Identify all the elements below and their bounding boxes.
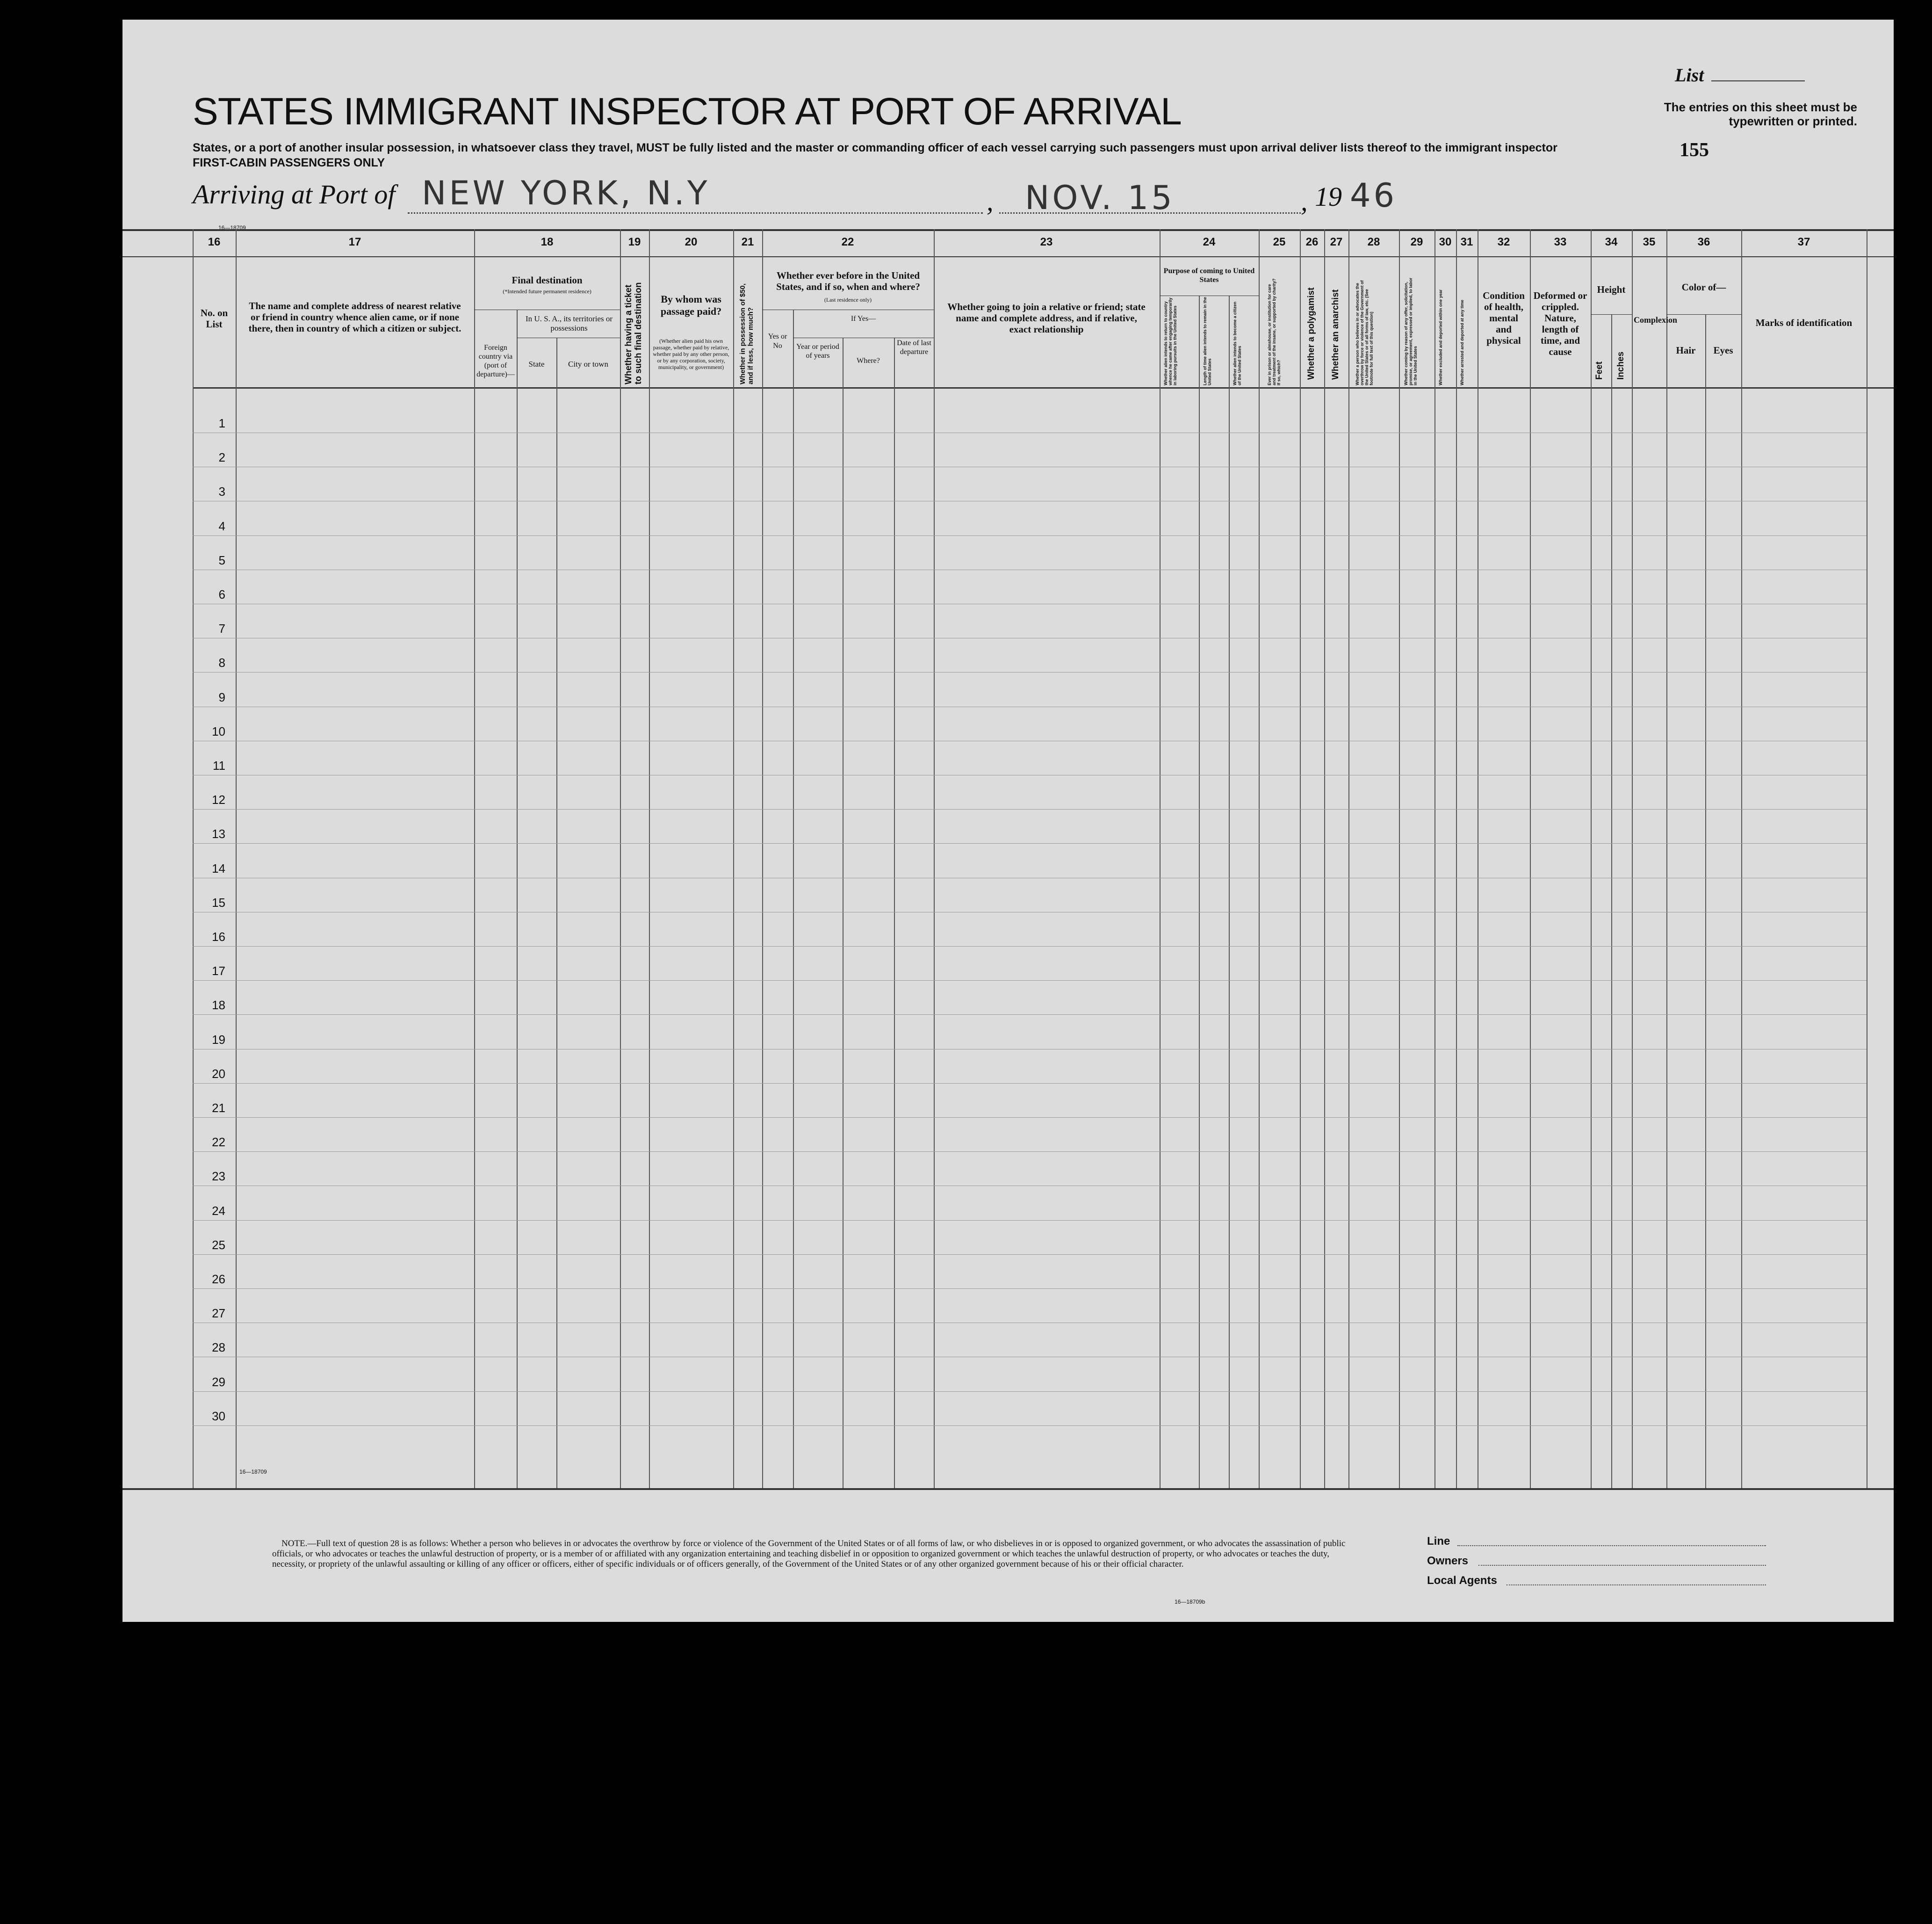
form-code: 16—18709 (218, 224, 246, 231)
header-going-to-join: Whether going to join a relative or friend; state name and complete address, and if relative, exact relationship (947, 301, 1146, 335)
row-number: 18 (212, 998, 225, 1013)
table-row[interactable] (193, 1288, 1867, 1289)
column-number: 25 (1273, 236, 1286, 248)
header-passage-paid-note: (Whether alien paid his own passage, whether paid by relative, whether paid by any other person, or by any corporation, society, municipality, or government) (653, 338, 729, 370)
column-divider (1530, 229, 1531, 1488)
column-divider (1300, 229, 1301, 1488)
column-number: 28 (1367, 236, 1380, 248)
header-height: Height (1597, 284, 1626, 295)
header-year-or-period: Year or period of years (796, 343, 839, 360)
row-number: 6 (218, 587, 225, 601)
header-ever-before: Whether ever before in the United States, and if so, when and where? (776, 270, 920, 292)
header-yes-or-no: Yes or No (768, 333, 787, 350)
header-passage-paid: By whom was passage paid? (660, 293, 722, 317)
row-number: 29 (212, 1374, 225, 1389)
table-row[interactable] (193, 1220, 1867, 1221)
table-row[interactable] (193, 672, 1867, 673)
column-number: 24 (1203, 236, 1216, 248)
column-divider (762, 229, 763, 1488)
column-divider (733, 229, 734, 1488)
local-agents-label: Local Agents (1427, 1574, 1497, 1587)
table-row[interactable] (193, 980, 1867, 981)
column-number: 16 (208, 236, 221, 248)
column-number: 17 (348, 236, 361, 248)
row-number: 25 (212, 1237, 225, 1252)
row-number: 16 (212, 930, 225, 944)
header-city-or-town: City or town (568, 360, 608, 369)
header-q31: Whether arrested and deported at any time (1460, 299, 1464, 385)
header-anarchist: Whether an anarchist (1331, 289, 1341, 380)
header-where: Where? (857, 357, 880, 365)
column-divider (620, 229, 621, 1488)
port-field-line (408, 212, 983, 214)
header-eyes: Eyes (1713, 345, 1733, 356)
table-top-rule (123, 229, 1894, 231)
row-number: 20 (212, 1066, 225, 1081)
passenger-class-text: FIRST-CABIN PASSENGERS ONLY (193, 156, 385, 169)
column-divider (517, 310, 518, 1488)
year-prefix: 19 (1315, 181, 1342, 212)
table-row[interactable] (193, 843, 1867, 844)
header-final-destination: Final destination (512, 275, 583, 286)
row-number: 17 (212, 964, 225, 978)
column-divider (1348, 229, 1349, 1488)
row-number: 13 (212, 827, 225, 841)
column-divider (793, 310, 794, 1488)
column-divider (556, 338, 557, 1488)
port-value[interactable]: NEW YORK, N.Y (422, 174, 710, 212)
header-possession-50: Whether in possession of $50, and if less, how much? (739, 283, 755, 384)
header-in-usa: In U. S. A., its territories or possessions (525, 314, 613, 333)
comma: , (987, 186, 994, 217)
column-divider (1666, 229, 1667, 1488)
header-state: State (528, 360, 545, 369)
table-row[interactable] (193, 946, 1867, 947)
column-divider (193, 229, 194, 1488)
date-value[interactable]: NOV. 15 (1025, 179, 1175, 217)
row-number: 11 (213, 759, 225, 773)
column-number: 27 (1330, 236, 1343, 248)
column-divider (1229, 296, 1230, 1488)
table-row[interactable] (193, 1425, 1867, 1426)
header-purpose-length-of-stay: Length of time alien intends to remain in the United States (1203, 297, 1212, 385)
column-divider (1632, 229, 1633, 1488)
column-divider (934, 229, 935, 1488)
column-number: 20 (685, 236, 698, 248)
column-number: 37 (1797, 236, 1810, 248)
header-purpose: Purpose of coming to United States (1163, 267, 1255, 284)
header-health: Condition of health, mental and physical (1483, 290, 1525, 346)
table-row[interactable] (193, 1117, 1867, 1118)
row-number: 5 (218, 553, 225, 567)
local-agents-field[interactable] (1507, 1584, 1766, 1585)
row-number: 4 (218, 519, 225, 533)
column-number: 29 (1410, 236, 1423, 248)
header-color-of: Color of— (1681, 282, 1726, 293)
header-q28: Whether a person who believes in or advocates the overthrow by force or violence of the Government of the United States or of all forms of law, etc. (See footnote for full text of this question) (1355, 280, 1374, 385)
owners-label: Owners (1427, 1555, 1469, 1567)
header-last-residence: (Last residence only) (824, 297, 872, 303)
header-q29: Whether coming by reason of any offer, solicitation, promise, or agreement, expressed or implied, to labor in the United States (1404, 277, 1418, 385)
table-row[interactable] (193, 1391, 1867, 1392)
column-number: 33 (1554, 236, 1567, 248)
column-divider (894, 338, 895, 1488)
header-sub-rule (1591, 314, 1632, 315)
header-marks: Marks of identification (1755, 317, 1853, 328)
column-number: 36 (1697, 236, 1710, 248)
header-final-destination-note: (*Intended future permanent residence) (503, 288, 591, 295)
column-number: 22 (841, 236, 854, 248)
column-divider (1199, 296, 1200, 1488)
header-date-last-departure: Date of last departure (897, 339, 931, 356)
row-number: 9 (218, 690, 225, 704)
table-row[interactable] (193, 1014, 1867, 1015)
column-divider (1591, 229, 1592, 1488)
column-number: 35 (1643, 236, 1656, 248)
column-divider (236, 229, 237, 1488)
year-value[interactable]: 46 (1350, 176, 1398, 215)
form-code-footer: 16—18709 (239, 1468, 267, 1475)
line-field[interactable] (1457, 1545, 1766, 1546)
column-divider (1324, 229, 1325, 1488)
column-number: 19 (628, 236, 641, 248)
row-number: 27 (212, 1306, 225, 1321)
page-title: STATES IMMIGRANT INSPECTOR AT PORT OF ARRIVAL (193, 90, 1182, 133)
column-number-rule (123, 256, 1894, 257)
column-divider (1456, 229, 1457, 1488)
sheet-number: 155 (1680, 139, 1709, 161)
header-q30: Whether excluded and deported within one year (1438, 289, 1443, 385)
row-number: 1 (218, 416, 225, 430)
column-divider (1705, 314, 1706, 1488)
row-number: 21 (212, 1101, 225, 1115)
instructions-text: States, or a port of another insular possession, in whatsoever class they travel, MUST be fully listed and the master or commanding officer of each vessel carrying such passengers must upon arrival deliver lists thereof to the immigrant inspector (193, 141, 1557, 154)
list-number-field[interactable] (1711, 80, 1805, 81)
column-divider (1259, 229, 1260, 1488)
row-number: 19 (212, 1032, 225, 1047)
header-no-on-list: No. on List (200, 307, 228, 330)
column-number: 26 (1305, 236, 1319, 248)
column-divider (1160, 229, 1161, 1488)
column-divider (649, 229, 650, 1488)
header-purpose-intent-return: Whether alien intends to return to country whence he came after engaging temporarily in laboring pursuits in the United States (1163, 297, 1177, 385)
row-number: 30 (212, 1409, 225, 1423)
header-if-yes: If Yes— (851, 315, 876, 323)
row-number: 8 (218, 656, 225, 670)
list-label: List (1675, 65, 1704, 86)
arriving-label: Arriving at Port of (193, 179, 396, 210)
header-purpose-citizen: Whether alien intends to become a citizen of the United States (1233, 301, 1242, 385)
header-prison: Ever in prison or almshouse, or institution for care and treatment of the insane, or supported by charity? If so, which? (1267, 278, 1281, 385)
table-row[interactable] (193, 535, 1867, 536)
header-sub-rule (1666, 314, 1741, 315)
line-label: Line (1427, 1535, 1450, 1548)
header-ticket: Whether having a ticket to such final destination (624, 282, 643, 384)
column-divider (474, 229, 475, 1488)
note-form-code: 16—18709b (1175, 1599, 1205, 1605)
column-number: 21 (741, 236, 754, 248)
column-divider (1741, 229, 1742, 1488)
manifest-sheet (123, 20, 1894, 1622)
row-number: 26 (212, 1272, 225, 1286)
column-number: 31 (1460, 236, 1473, 248)
comma: , (1301, 186, 1308, 217)
header-foreign-country: Foreign country via (port of departure)— (476, 344, 515, 378)
row-number: 28 (212, 1340, 225, 1355)
row-number: 24 (212, 1203, 225, 1218)
column-divider (1399, 229, 1400, 1488)
row-number: 23 (212, 1169, 225, 1184)
column-number: 18 (541, 236, 554, 248)
table-row[interactable] (193, 1083, 1867, 1084)
column-divider (1611, 314, 1612, 1488)
column-number: 23 (1040, 236, 1053, 248)
header-inches: Inches (1616, 351, 1626, 380)
table-row[interactable] (193, 809, 1867, 810)
row-number: 22 (212, 1135, 225, 1150)
row-number: 10 (212, 724, 225, 738)
table-row[interactable] (193, 1151, 1867, 1152)
column-number: 32 (1497, 236, 1510, 248)
header-hair: Hair (1676, 345, 1696, 356)
header-complexion: Complexion (1634, 315, 1678, 325)
row-number: 2 (218, 450, 225, 465)
row-number: 3 (218, 485, 225, 499)
row-number: 15 (212, 895, 225, 910)
row-number: 12 (212, 793, 225, 807)
column-number: 34 (1605, 236, 1618, 248)
owners-field[interactable] (1478, 1565, 1766, 1566)
question-28-note: NOTE.—Full text of question 28 is as follows: Whether a person who believes in or advocates the overthrow by force or violence of the Government of the United States or of all forms of law, or who disbelieves in or is opposed to organized government, or who advocates the assassination of public officials, or who advocates or teaches the unlawful destruction of property, or is a member of or affiliated with any organization entertaining and teaching disbelief in or opposition to organized government or which teaches the unlawful destruction of property, or who advocates or teaches the duty, necessity, or propriety of the unlawful assaulting or killing of any officer or officers, either of specific individuals or of officers generally, of the Government of the United States or of any other organized government because of his or their official character. (272, 1539, 1346, 1569)
header-polygamist: Whether a polygamist (1306, 287, 1316, 380)
header-deformed: Deformed or crippled. Nature, length of time, and cause (1533, 290, 1587, 357)
header-feet: Feet (1594, 361, 1604, 380)
header-bottom-rule (193, 387, 1894, 389)
table-row[interactable] (193, 1254, 1867, 1255)
row-number: 14 (212, 861, 225, 875)
entries-note: The entries on this sheet must be typewritten or printed. (1664, 100, 1857, 128)
row-number: 7 (218, 622, 225, 636)
table-bottom-rule (123, 1488, 1894, 1490)
header-nearest-relative: The name and complete address of nearest relative or friend in country whence alien came, or if none there, then in country of which a citizen or subject. (248, 300, 461, 334)
column-number: 30 (1439, 236, 1452, 248)
